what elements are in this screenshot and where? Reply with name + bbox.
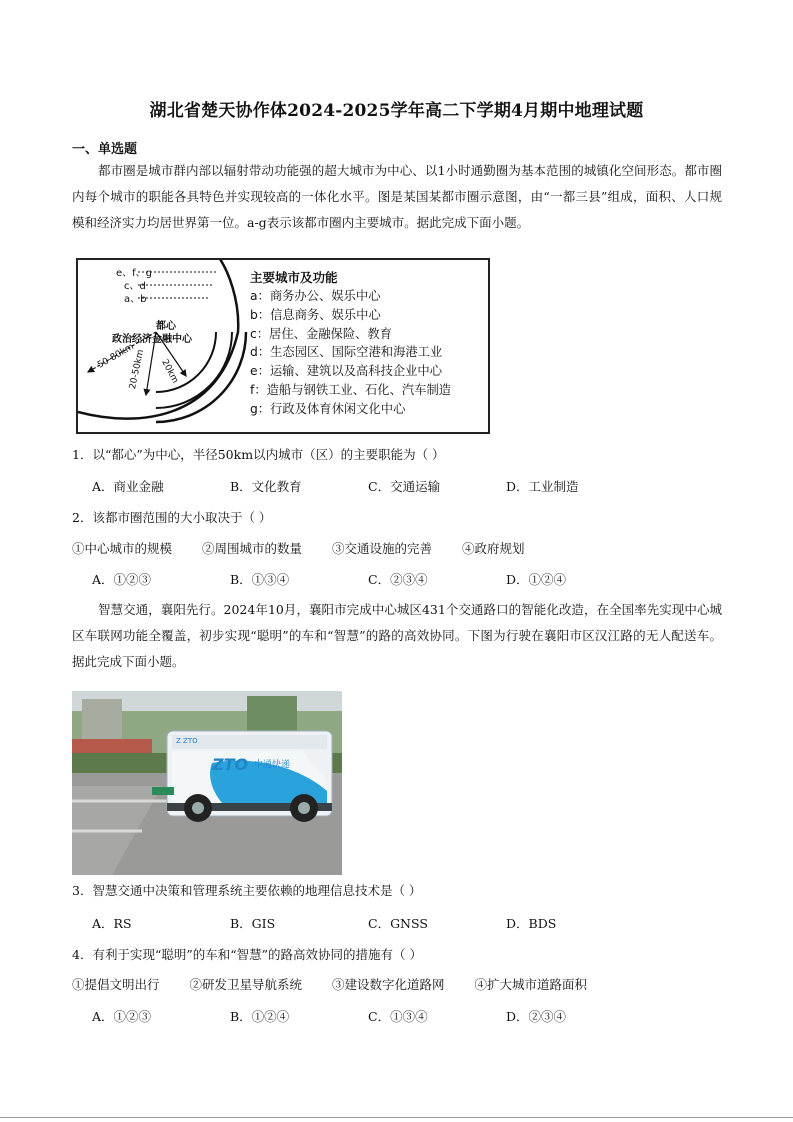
question-1-options	[92, 477, 712, 495]
legend-item: b：信息商务、娱乐中心	[250, 307, 381, 322]
option-a[interactable]: A．商业金融	[92, 479, 164, 494]
page-bottom-rule	[0, 1117, 793, 1118]
legend-item: c：居住、金融保险、教育	[250, 326, 393, 341]
question-2-options	[92, 570, 712, 588]
passage-1: 都市圈是城市群内部以辐射带动功能强的超大城市为中心、以1小时通勤圈为基本范围的城镇化空间形态。都市圈内每个城市的职能各具特色并实现较高的一体化水平。图是某国某都市圈示意图，由“一都三县”组成，面积、人口规模和经济实力均居世界第一位。a-g表示该都市圈内主要城市。据此完成下面小题。	[72, 163, 722, 230]
question-4-items	[72, 975, 617, 993]
distance-label-20: 20km	[159, 358, 180, 386]
option-d[interactable]: D．工业制造	[506, 479, 579, 494]
brand-logo: ZTO	[212, 755, 249, 774]
diagram-legend	[250, 268, 451, 419]
delivery-vehicle-photo	[72, 691, 342, 875]
legend-item: d：生态园区、国际空港和海港工业	[250, 345, 443, 360]
option-c[interactable]: C．交通运输	[368, 479, 441, 494]
legend-item: f：造船与钢铁工业、石化、汽车制造	[250, 382, 452, 397]
legend-title: 主要城市及功能	[250, 270, 338, 285]
section-heading: 一、单选题	[72, 142, 138, 157]
question-2-items	[72, 539, 555, 557]
ring-label-ab: a、b	[124, 294, 147, 305]
statement-4: ④扩大城市道路面积	[474, 977, 588, 992]
passage-2: 智慧交通，襄阳先行。2024年10月，襄阳市完成中心城区431个交通路口的智能化改造，在全国率先实现中心城区车联网功能全覆盖，初步实现“聪明”的车和“智慧”的路的高效协同。下图为行驶在襄阳市区汉江路的无人配送车。据此完成下面小题。	[72, 602, 722, 669]
question-1: 1．以“都心”为中心，半径50km以内城市（区）的主要职能为（ ）	[72, 447, 445, 462]
option-d[interactable]: D．BDS	[506, 916, 557, 931]
option-d[interactable]: D．②③④	[506, 1009, 567, 1024]
question-2: 2．该都市圈范围的大小取决于（ ）	[72, 510, 272, 525]
question-3-options	[92, 914, 712, 932]
option-b[interactable]: B．①③④	[230, 572, 290, 587]
option-c[interactable]: C．①③④	[368, 1009, 428, 1024]
statement-4: ④政府规划	[462, 541, 525, 556]
option-a[interactable]: A．①②③	[92, 572, 152, 587]
option-d[interactable]: D．①②④	[506, 572, 567, 587]
legend-item: a：商务办公、娱乐中心	[250, 289, 381, 303]
roof-text: Z ZTO	[176, 737, 198, 745]
statement-1: ①中心城市的规模	[72, 541, 173, 556]
question-3: 3．智慧交通中决策和管理系统主要依赖的地理信息技术是（ ）	[72, 883, 422, 898]
question-4-options	[92, 1007, 712, 1025]
statement-3: ③交通设施的完善	[332, 541, 433, 556]
page-title: 湖北省楚天协作体2024-2025学年高二下学期4月期中地理试题	[149, 101, 644, 121]
option-c[interactable]: C．②③④	[368, 572, 428, 587]
center-label: 都心	[156, 321, 176, 332]
legend-item: g：行政及体育休闲文化中心	[250, 401, 406, 416]
option-b[interactable]: B．GIS	[230, 916, 276, 931]
legend-item: e：运输、建筑以及高科技企业中心	[250, 364, 443, 379]
distance-label-20-50: 20-50km	[128, 348, 147, 391]
option-c[interactable]: C．GNSS	[368, 916, 428, 931]
option-a[interactable]: A．RS	[92, 916, 132, 931]
option-a[interactable]: A．①②③	[92, 1009, 152, 1024]
question-4: 4．有利于实现“聪明”的车和“智慧”的路高效协同的措施有（ ）	[72, 947, 422, 962]
center-sublabel: 政治经济金融中心	[112, 334, 192, 345]
ring-label-efg: e、f、g	[116, 268, 153, 279]
statement-2: ②研发卫星导航系统	[189, 977, 303, 992]
statement-3: ③建设数字化道路网	[332, 977, 445, 992]
statement-1: ①提倡文明出行	[72, 977, 160, 992]
ring-label-cd: c、d	[124, 281, 146, 292]
distance-label-50-80: 50-80km	[96, 341, 136, 371]
metro-area-diagram	[76, 258, 490, 434]
statement-2: ②周围城市的数量	[202, 541, 303, 556]
vehicle-illustration	[72, 691, 342, 875]
brand-text: 中通快递	[254, 760, 291, 770]
option-b[interactable]: B．文化教育	[230, 479, 302, 494]
option-b[interactable]: B．①②④	[230, 1009, 290, 1024]
